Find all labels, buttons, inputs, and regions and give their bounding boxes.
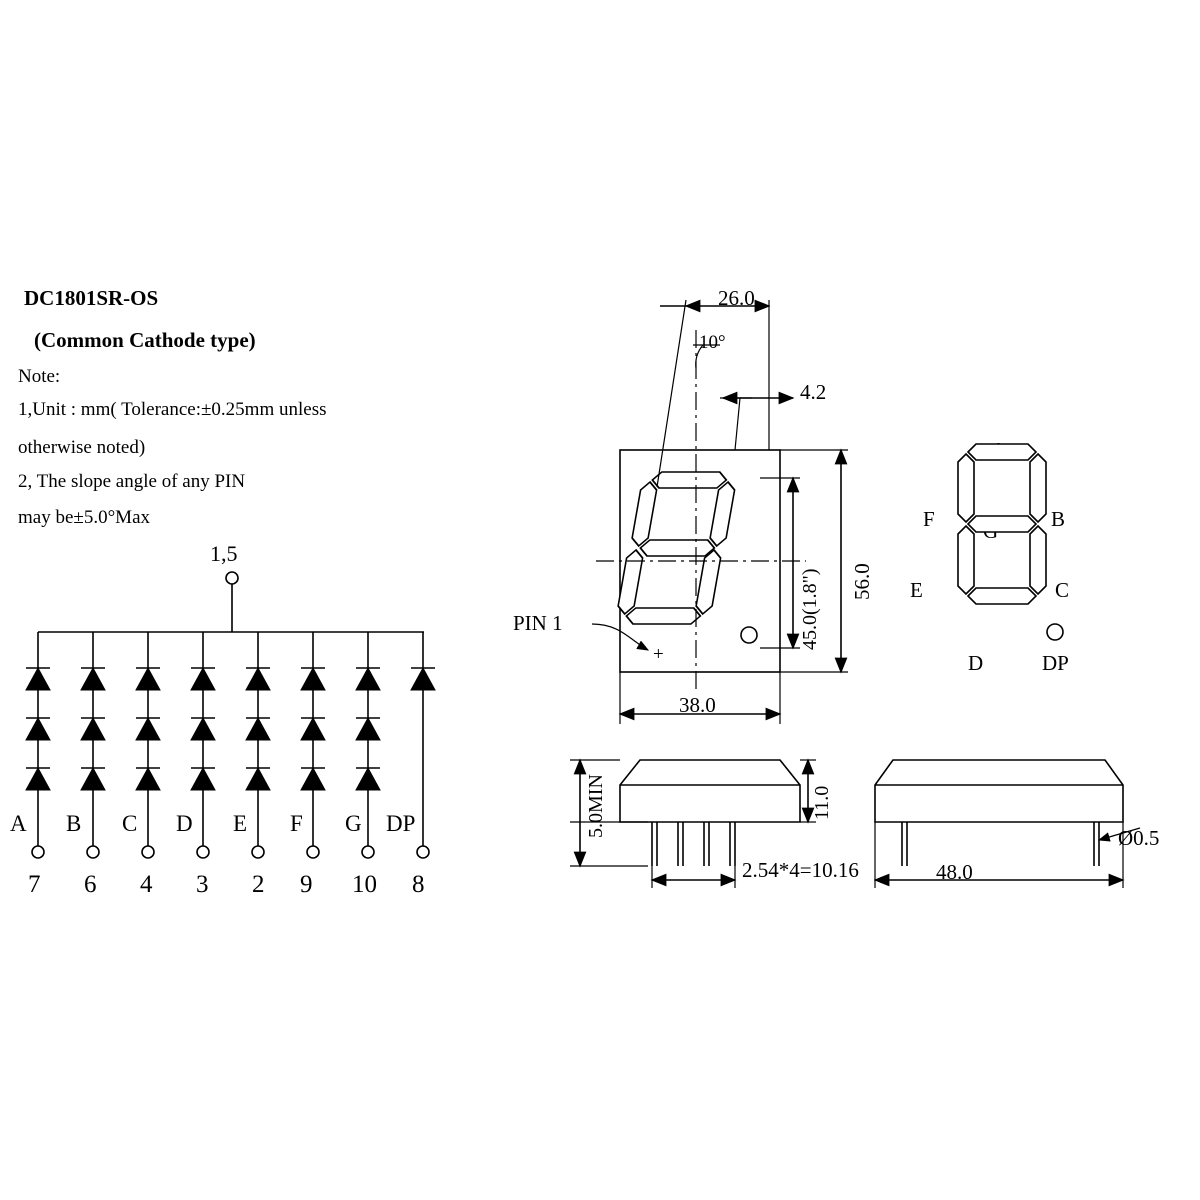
segmap-label-d: D — [968, 651, 984, 675]
segmap-label-e: E — [910, 578, 923, 602]
dim-pin-diameter: Ø0.5 — [1118, 826, 1160, 850]
note-line-3: 2, The slope angle of any PIN — [18, 471, 246, 492]
end-view — [875, 760, 1140, 888]
note-line-1: 1,Unit : mm( Tolerance:±0.25mm unless — [18, 399, 327, 420]
note-line-4: may be±5.0°Max — [18, 507, 150, 528]
dim-body-thickness: 11.0 — [811, 785, 833, 820]
front-view — [592, 300, 848, 724]
part-number-title: DC1801SR-OS — [24, 286, 159, 310]
segment-label-f: F — [290, 811, 303, 836]
dim-pin-pitch: 2.54*4=10.16 — [742, 858, 859, 882]
pin1-plus-marker: + — [653, 644, 664, 665]
segment-label-dp: DP — [386, 811, 416, 836]
segment-label-e: E — [233, 811, 248, 836]
dim-end-length: 48.0 — [936, 860, 973, 884]
pin-number-c: 4 — [140, 871, 153, 898]
segment-label-b: B — [66, 811, 82, 836]
pin-number-g: 10 — [352, 871, 377, 898]
segment-label-c: C — [122, 811, 138, 836]
segment-map-digit — [958, 444, 1066, 640]
segmap-label-b: B — [1051, 507, 1066, 531]
pin-number-d: 3 — [196, 871, 209, 898]
led-schematic — [26, 572, 435, 858]
dim-slope-angle: 10° — [699, 332, 726, 353]
pin-number-e: 2 — [252, 871, 265, 898]
segment-label-a: A — [10, 811, 27, 836]
pin-number-a: 7 — [28, 871, 41, 898]
segment-label-g: G — [345, 811, 362, 836]
notes-heading: Note: — [18, 366, 61, 387]
dim-pin-length: 5.0MIN — [585, 774, 607, 838]
segment-label-d: D — [176, 811, 193, 836]
note-line-2: otherwise noted) — [18, 437, 146, 458]
package-type-title: (Common Cathode type) — [34, 328, 256, 352]
pin-number-b: 6 — [84, 871, 97, 898]
segmap-label-c: C — [1055, 578, 1070, 602]
common-pin-label: 1,5 — [210, 541, 238, 566]
dim-body-width: 38.0 — [679, 693, 716, 717]
side-view — [570, 760, 816, 888]
dim-body-height: 56.0 — [850, 563, 874, 600]
dim-digit-height: 45.0(1.8") — [799, 568, 821, 650]
pin-number-dp: 8 — [412, 871, 425, 898]
pin1-label: PIN 1 — [513, 611, 563, 635]
dim-bar-width: 4.2 — [800, 380, 827, 404]
dim-width-top: 26.0 — [718, 286, 755, 310]
segmap-label-dp: DP — [1042, 651, 1069, 675]
segmap-label-f: F — [923, 507, 935, 531]
pin-number-f: 9 — [300, 871, 313, 898]
